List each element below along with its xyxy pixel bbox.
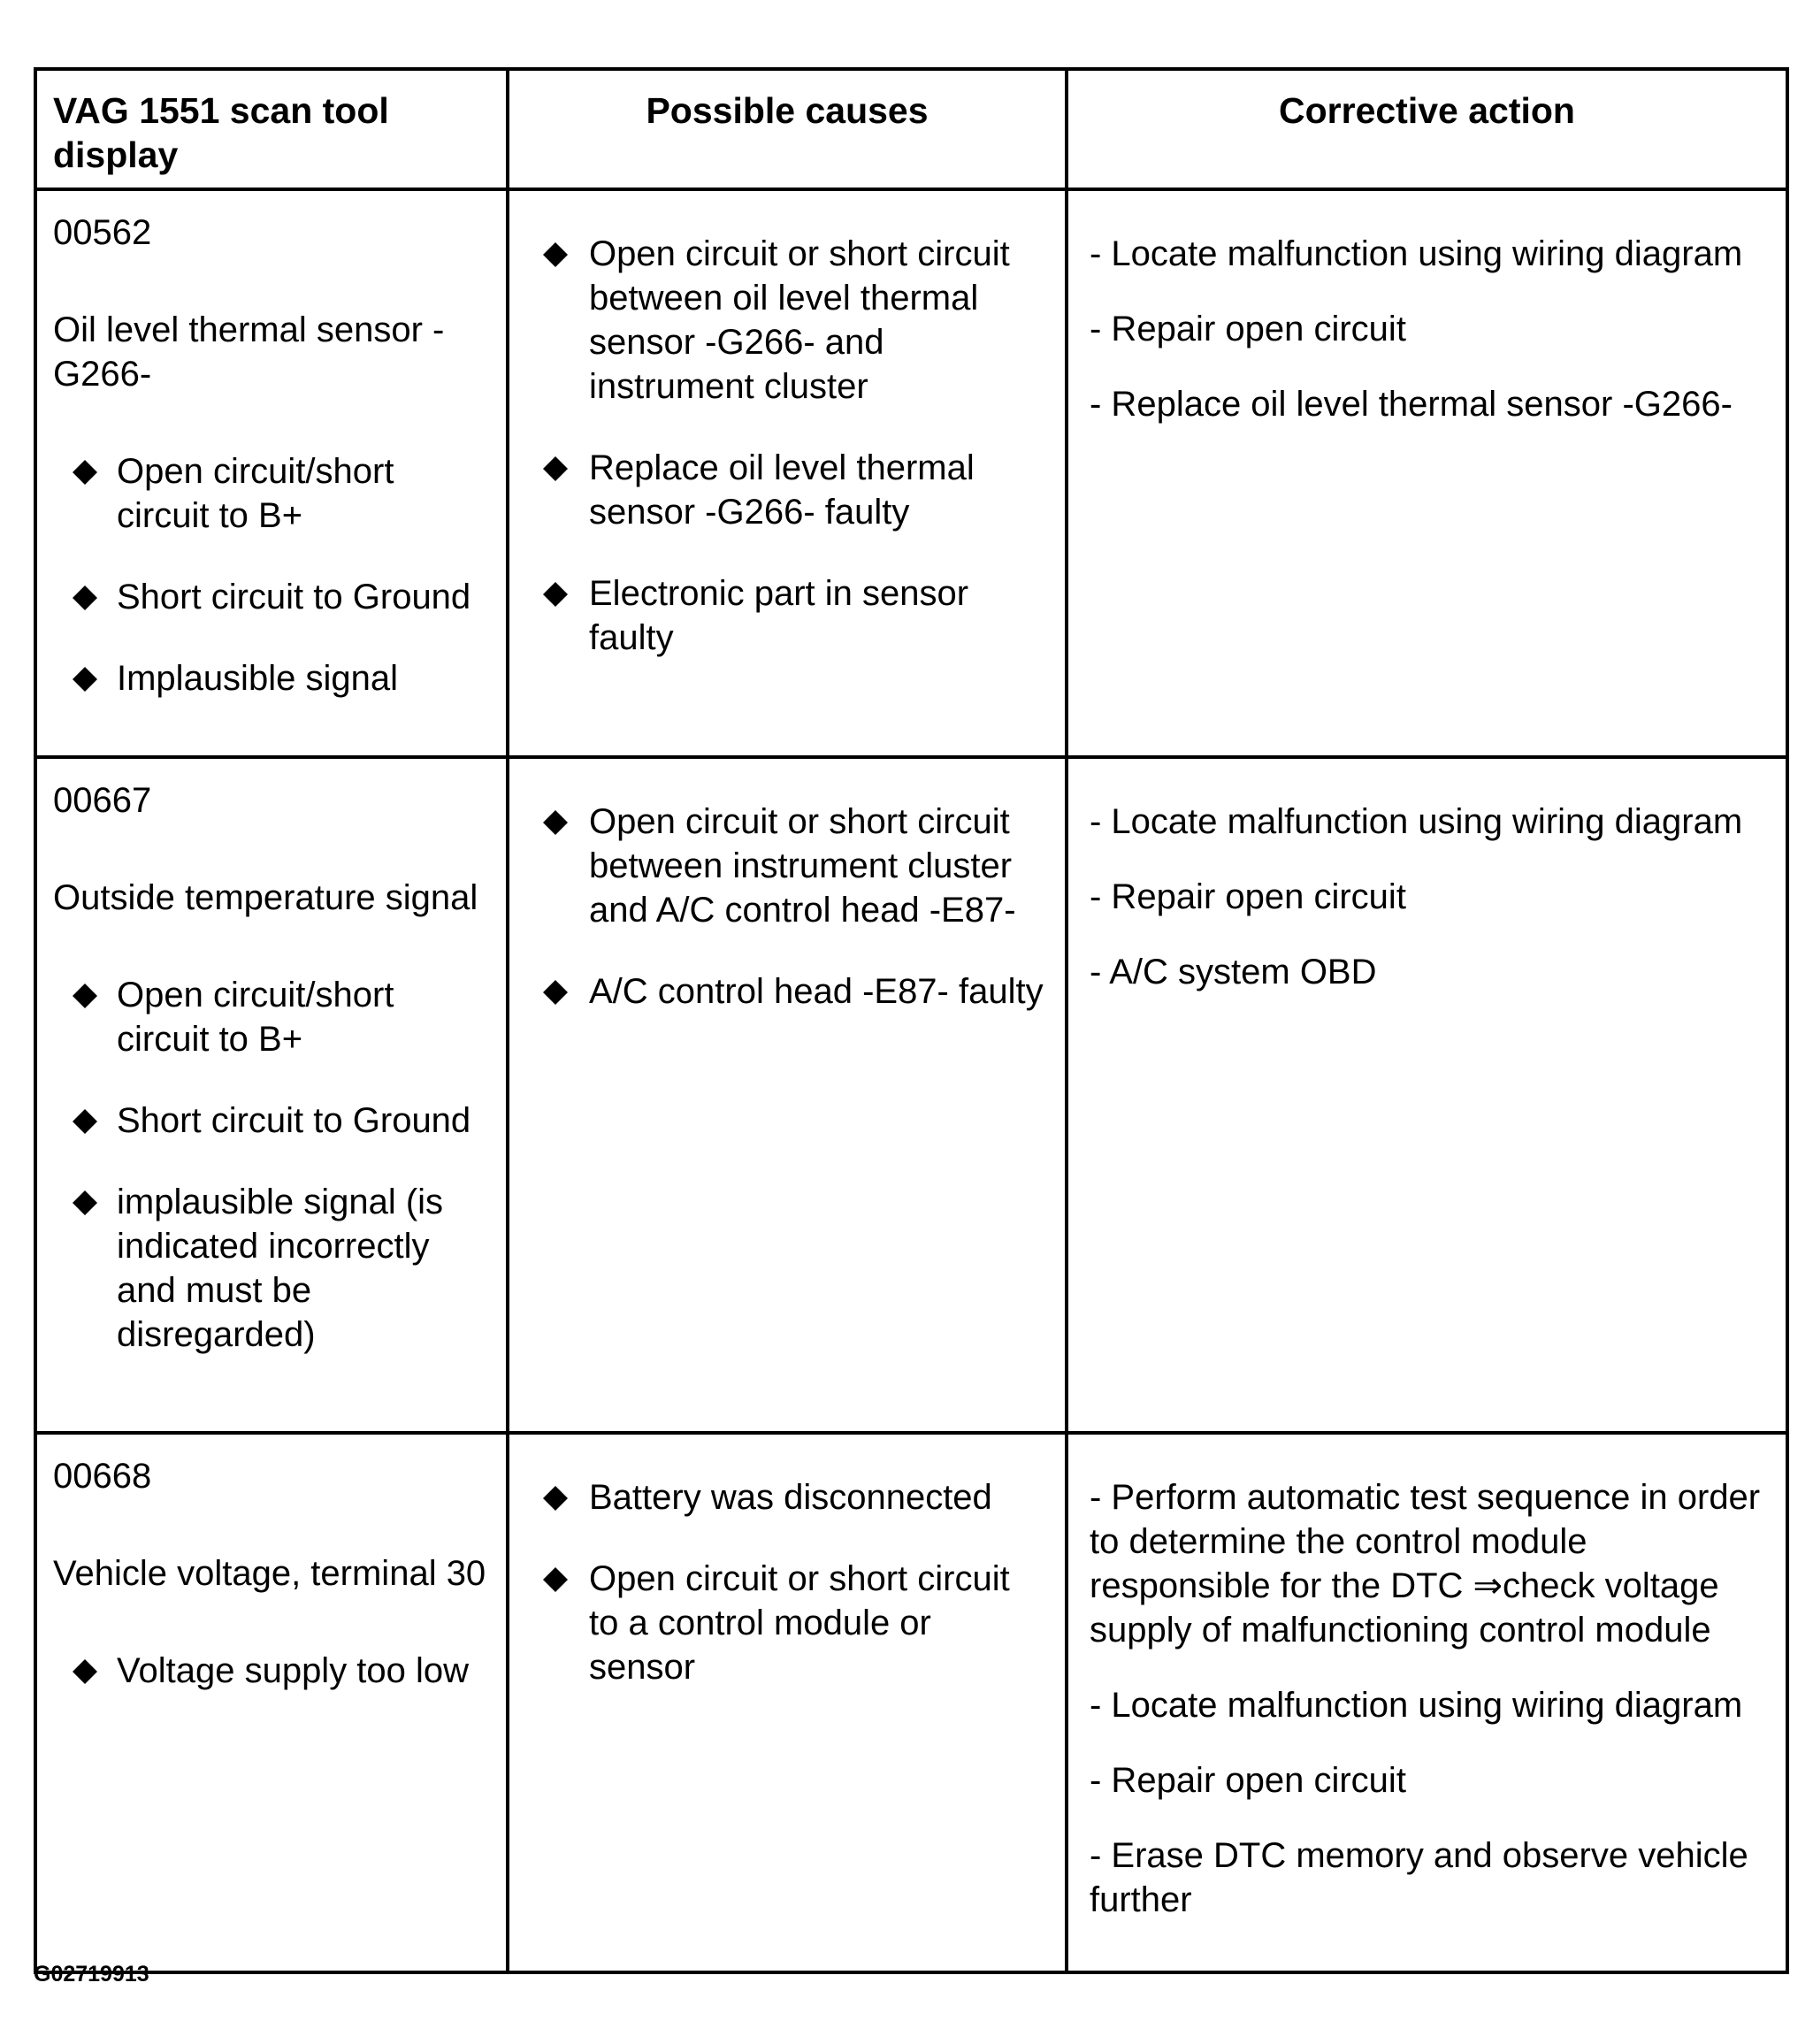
diamond-bullet-icon — [543, 456, 568, 481]
diamond-bullet-icon — [73, 460, 97, 485]
causes-cell — [508, 757, 1067, 1433]
list-item — [539, 232, 1044, 409]
fault-list — [53, 1649, 490, 1693]
diamond-bullet-icon — [73, 1659, 97, 1684]
list-item — [53, 1649, 490, 1693]
diamond-bullet-icon — [73, 1109, 97, 1134]
header-row — [35, 69, 1787, 189]
fault-text: Open circuit/short circuit to B+ — [117, 976, 394, 1059]
display-cell — [35, 757, 508, 1433]
header-display: VAG 1551 scan tool display — [35, 69, 508, 189]
dtc-description: Vehicle voltage, terminal 30 — [53, 1554, 486, 1593]
cause-text: Electronic part in sensor faulty — [589, 574, 969, 657]
header-actions: Corrective action — [1067, 69, 1787, 189]
action-text: - Erase DTC memory and observe vehicle further — [1090, 1836, 1748, 1919]
fault-list — [53, 449, 490, 700]
causes-cell — [508, 1433, 1067, 1972]
list-item — [539, 571, 1044, 660]
figure-id: G02719913 — [34, 1962, 149, 1987]
cause-text: A/C control head -E87- faulty — [589, 972, 1044, 1011]
fault-text: Short circuit to Ground — [117, 578, 471, 616]
list-item — [53, 973, 490, 1061]
list-item — [53, 575, 490, 619]
fault-list — [53, 973, 490, 1357]
cause-list — [539, 232, 1044, 660]
list-item — [53, 1180, 490, 1357]
diamond-bullet-icon — [73, 1190, 97, 1215]
list-item — [539, 1557, 1044, 1689]
list-item — [539, 1475, 1044, 1520]
actions-cell — [1067, 757, 1787, 1433]
fault-text: implausible signal (is indicated incorrectly and must be disregarded) — [117, 1183, 444, 1354]
dtc-code: 00562 — [53, 213, 152, 252]
diamond-bullet-icon — [543, 810, 568, 835]
actions-cell — [1067, 1433, 1787, 1972]
list-item — [539, 800, 1044, 932]
table-row — [35, 757, 1787, 1433]
fault-text: Short circuit to Ground — [117, 1101, 471, 1140]
display-cell — [35, 1433, 508, 1972]
action-text: - Perform automatic test sequence in order to determine the control module responsible for the DTC ⇒check voltage supply of malfunctioning control module — [1090, 1478, 1761, 1650]
action-text: - Locate malfunction using wiring diagram — [1090, 234, 1743, 273]
dtc-code: 00668 — [53, 1457, 152, 1496]
diamond-bullet-icon — [73, 984, 97, 1008]
cause-text: Open circuit or short circuit to a control module or sensor — [589, 1559, 1010, 1687]
display-cell — [35, 189, 508, 757]
causes-cell — [508, 189, 1067, 757]
diamond-bullet-icon — [543, 980, 568, 1005]
diamond-bullet-icon — [73, 667, 97, 692]
cause-list — [539, 1475, 1044, 1689]
actions-cell — [1067, 189, 1787, 757]
fault-text: Implausible signal — [117, 659, 398, 698]
diamond-bullet-icon — [543, 242, 568, 267]
fault-text: Voltage supply too low — [117, 1651, 470, 1690]
cause-text: Battery was disconnected — [589, 1478, 992, 1517]
action-text: - Repair open circuit — [1090, 1761, 1406, 1800]
cause-list — [539, 800, 1044, 1014]
dtc-table — [34, 67, 1789, 1974]
header-causes: Possible causes — [508, 69, 1067, 189]
action-text: - Repair open circuit — [1090, 877, 1406, 916]
action-text: - Locate malfunction using wiring diagram — [1090, 802, 1743, 841]
fault-text: Open circuit/short circuit to B+ — [117, 452, 394, 535]
table-row — [35, 1433, 1787, 1972]
action-text: - A/C system OBD — [1090, 953, 1377, 991]
dtc-code: 00667 — [53, 781, 152, 820]
diamond-bullet-icon — [543, 1567, 568, 1592]
list-item — [53, 656, 490, 700]
dtc-description: Oil level thermal sensor -G266- — [53, 310, 445, 394]
action-text: - Replace oil level thermal sensor -G266- — [1090, 385, 1733, 424]
cause-text: Open circuit or short circuit between oil level thermal sensor -G266- and instrument cluster — [589, 234, 1010, 406]
cause-text: Open circuit or short circuit between instrument cluster and A/C control head -E87- — [589, 802, 1016, 930]
diamond-bullet-icon — [543, 582, 568, 607]
diamond-bullet-icon — [543, 1486, 568, 1511]
cause-text: Replace oil level thermal sensor -G266- faulty — [589, 448, 975, 532]
list-item — [53, 449, 490, 538]
action-text: - Locate malfunction using wiring diagram — [1090, 1686, 1743, 1725]
diamond-bullet-icon — [73, 586, 97, 610]
dtc-description: Outside temperature signal — [53, 878, 478, 917]
table-row — [35, 189, 1787, 757]
list-item — [539, 969, 1044, 1014]
action-text: - Repair open circuit — [1090, 310, 1406, 348]
list-item — [53, 1099, 490, 1143]
list-item — [539, 446, 1044, 534]
